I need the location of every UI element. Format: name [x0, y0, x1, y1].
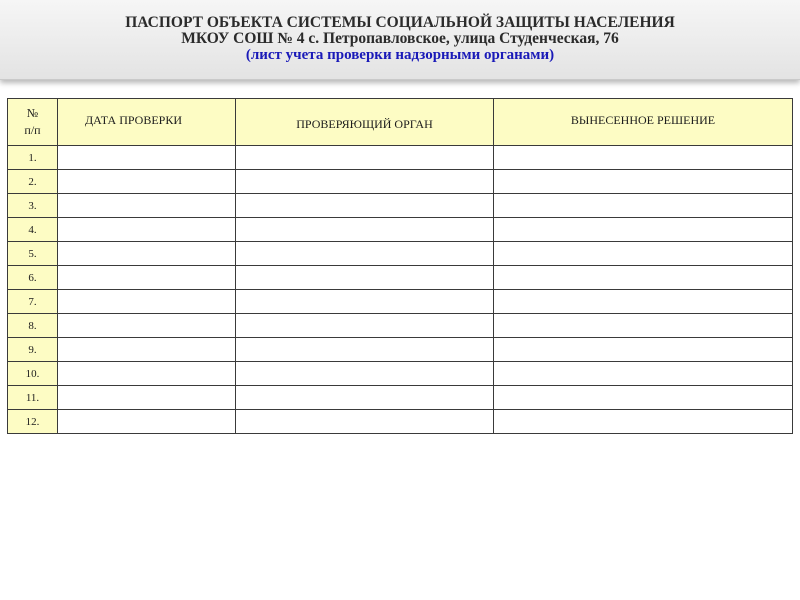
date-cell[interactable]	[58, 194, 236, 218]
date-cell[interactable]	[58, 266, 236, 290]
date-cell[interactable]	[58, 170, 236, 194]
table-header-row	[8, 99, 793, 146]
organ-cell[interactable]	[236, 146, 494, 170]
decision-cell[interactable]	[494, 290, 793, 314]
table-row	[8, 146, 793, 170]
table-row	[8, 338, 793, 362]
page-title: ПАСПОРТ ОБЪЕКТА СИСТЕМЫ СОЦИАЛЬНОЙ ЗАЩИТЫ НАСЕЛЕНИЯ	[125, 14, 675, 31]
header-banner	[0, 0, 800, 80]
organ-cell[interactable]	[236, 290, 494, 314]
decision-cell[interactable]	[494, 218, 793, 242]
column-header-number-label: п/п	[24, 123, 41, 137]
column-header-organ: ПРОВЕРЯЮЩИЙ ОРГАН	[236, 99, 494, 146]
row-number: 12.	[8, 410, 58, 434]
column-header-date: ДАТА ПРОВЕРКИ	[58, 99, 236, 146]
decision-cell[interactable]	[494, 266, 793, 290]
organ-cell[interactable]	[236, 410, 494, 434]
table-row	[8, 194, 793, 218]
table-row	[8, 266, 793, 290]
organ-cell[interactable]	[236, 242, 494, 266]
date-cell[interactable]	[58, 218, 236, 242]
organ-cell[interactable]	[236, 338, 494, 362]
table-row	[8, 218, 793, 242]
decision-cell[interactable]	[494, 362, 793, 386]
row-number: 4.	[8, 218, 58, 242]
row-number: 3.	[8, 194, 58, 218]
date-cell[interactable]	[58, 314, 236, 338]
decision-cell[interactable]	[494, 170, 793, 194]
row-number: 6.	[8, 266, 58, 290]
date-cell[interactable]	[58, 146, 236, 170]
organ-cell[interactable]	[236, 266, 494, 290]
date-cell[interactable]	[58, 410, 236, 434]
row-number: 2.	[8, 170, 58, 194]
organ-cell[interactable]	[236, 194, 494, 218]
table-row	[8, 386, 793, 410]
organ-cell[interactable]	[236, 362, 494, 386]
date-cell[interactable]	[58, 290, 236, 314]
school-address: МКОУ СОШ № 4 с. Петропавловское, улица Студенческая, 76	[181, 30, 619, 47]
inspection-table	[7, 98, 793, 434]
table-row	[8, 242, 793, 266]
column-header-number	[8, 99, 58, 146]
date-cell[interactable]	[58, 338, 236, 362]
decision-cell[interactable]	[494, 314, 793, 338]
table-row	[8, 410, 793, 434]
organ-cell[interactable]	[236, 314, 494, 338]
decision-cell[interactable]	[494, 146, 793, 170]
table-row	[8, 290, 793, 314]
column-header-decision: ВЫНЕСЕННОЕ РЕШЕНИЕ	[494, 99, 793, 146]
date-cell[interactable]	[58, 362, 236, 386]
column-header-number-symbol: №	[26, 106, 39, 120]
row-number: 5.	[8, 242, 58, 266]
organ-cell[interactable]	[236, 218, 494, 242]
table-row	[8, 314, 793, 338]
decision-cell[interactable]	[494, 242, 793, 266]
organ-cell[interactable]	[236, 386, 494, 410]
decision-cell[interactable]	[494, 410, 793, 434]
decision-cell[interactable]	[494, 194, 793, 218]
decision-cell[interactable]	[494, 386, 793, 410]
date-cell[interactable]	[58, 242, 236, 266]
row-number: 8.	[8, 314, 58, 338]
table-row	[8, 362, 793, 386]
date-cell[interactable]	[58, 386, 236, 410]
row-number: 9.	[8, 338, 58, 362]
page-subtitle: (лист учета проверки надзорными органами)	[245, 47, 555, 63]
row-number: 7.	[8, 290, 58, 314]
decision-cell[interactable]	[494, 338, 793, 362]
row-number: 11.	[8, 386, 58, 410]
table-row	[8, 170, 793, 194]
organ-cell[interactable]	[236, 170, 494, 194]
row-number: 10.	[8, 362, 58, 386]
row-number: 1.	[8, 146, 58, 170]
